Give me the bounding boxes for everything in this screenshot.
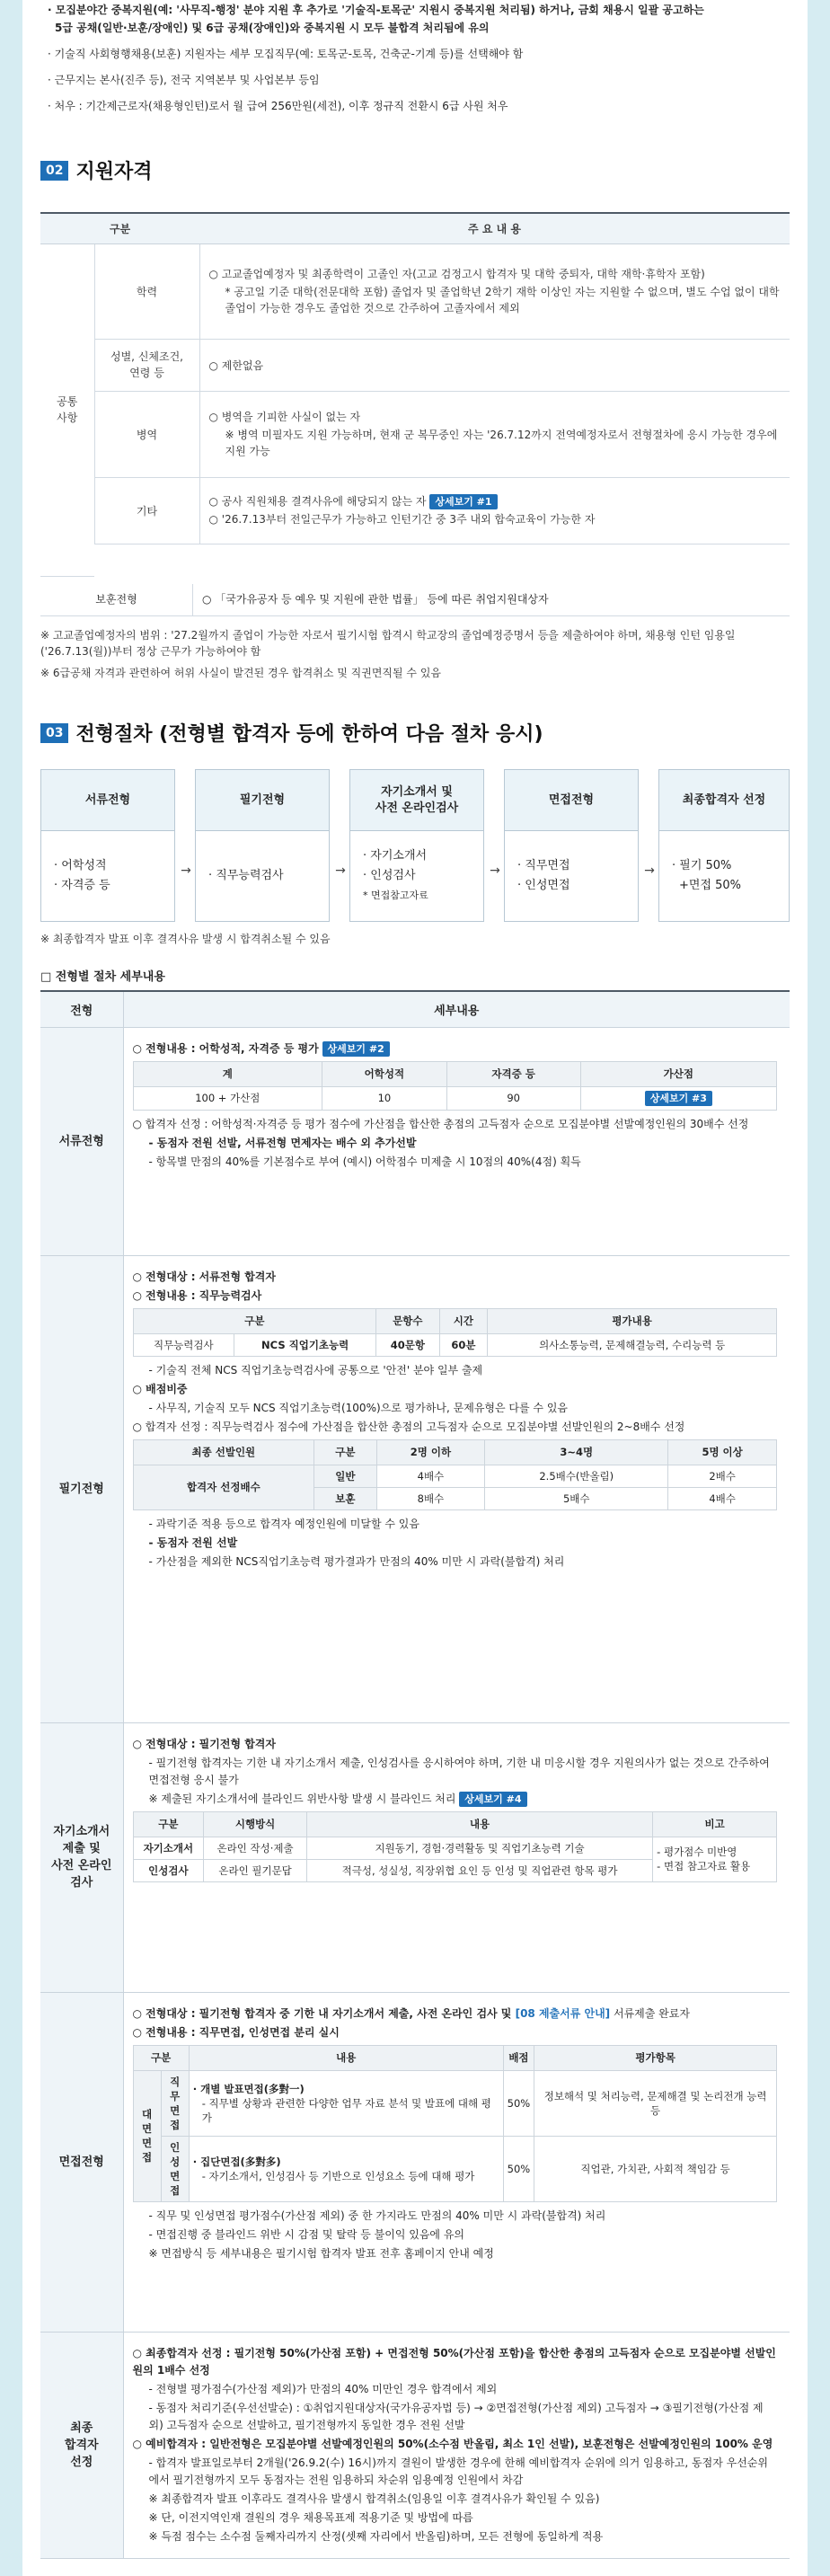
flow-step-final: 최종합격자 선정 · 필기 50% +면접 50% — [658, 769, 790, 922]
col-content: 주 요 내 용 — [199, 213, 790, 243]
process-detail-table — [40, 990, 790, 2559]
detail-badge-4[interactable]: 상세보기 #4 — [459, 1792, 526, 1807]
row-content-edu: ○ 고교졸업예정자 및 최종학력이 고졸인 자(고교 검정고시 합격자 및 대학 중퇴자, 대학 재학·휴학자 포함) * 공고일 기준 대학(전문대학 포함) 졸업자 및 졸업학년 2학기 재학 이상인 자는 지원할 수 없으며, 별도 수업 없이 대학 졸업이 가능한 경우도 졸업한 것으로 간주하여 고졸자에서 제외 — [199, 243, 790, 339]
section-number: 03 — [40, 723, 68, 743]
written-multiplier-table: 최종 선발인원 구분 2명 이하 3~4명 5명 이상 합격자 선정배수 일반 4배수 2.5배수(반올림) 2배수 보훈 8배수 5배수 4배수 — [133, 1439, 778, 1510]
col-gubun: 구분 — [40, 213, 199, 243]
top-note-3: · 기술직 사회형행채용(보훈) 지원자는 세부 모집직무(예: 토목군-토목, 건축군-기계 등)를 선택해야 함 — [48, 48, 524, 60]
row-veteran — [40, 582, 790, 616]
note-2: ※ 6급공채 자격과 관련하여 허위 사실이 발견된 경우 합격취소 및 직권면직될 수 있음 — [40, 667, 442, 679]
detail-badge-2[interactable]: 상세보기 #2 — [322, 1041, 390, 1057]
top-note-1: · 모집분야간 중복지원(예: '사무직-행정' 분야 지원 후 추가로 '기술직-토목군' 지원시 중복지원 처리됨) 하거나, 금회 채용시 일괄 공고하는 — [48, 4, 704, 16]
process-flow — [40, 769, 790, 922]
row-content-military: ○ 병역을 기피한 사실이 없는 자 ※ 병역 미필자도 지원 가능하며, 현재 군 복무중인 자는 '26.7.12까지 전역예정자로서 전형절차에 응시 가능한 경우에 지원 가능 — [199, 391, 790, 477]
detail-badge-1[interactable]: 상세보기 #1 — [429, 494, 497, 509]
qualification-table — [40, 212, 790, 577]
flow-arrow: → — [181, 863, 191, 878]
stage-essay: 자기소개서 제출 및 사전 온라인 검사 — [40, 1722, 123, 1992]
interview-table: 구분 내용 배점 평가항목 대면 면접 직무 면접 · 개별 발표면접(多對一) - 직무별 상황과 관련한 다양한 업무 자료 분석 및 발표에 대해 평가 50% 정보해석 및 처리능력, 문제해결 및 논리전개 능력 등 인성 면접 · 집단면접(多對多) - 자기소개서, 인성검사 등 기반으로 인성요소 등에 대해 평가 50% 직업관, 가치관, 사회적 책임감 등 — [133, 2045, 778, 2202]
essay-table: 구분 시행방식 내용 비고 자기소개서 온라인 작성·제출 지원동기, 경험·경력활동 및 직업기초능력 기술 - 평가점수 미반영 - 면접 참고자료 활용 인성검사 온라인 필기문답 적극성, 성실성, 직장위협 요인 등 인성 및 직업관련 항목 평가 — [133, 1811, 778, 1882]
page — [22, 0, 808, 2576]
section-title: 지원자격 — [75, 161, 153, 183]
detail-written: ○ 전형대상 : 서류전형 합격자 ○ 전형내용 : 직무능력검사 구분 문항수 시간 평가내용 직무능력검사 NCS 직업기초능력 40문항 60분 의사소통능력, 문제해결능력, 수리능력 등 - 기술직 전체 NCS 직업기초능력검사에 공통으로 '안전' 분야 일부 출제 ○ 배점비중 - 사무직, 기술직 모두 NCS 직업기초능력(100%)으로 평가하나, 문제유형은 다를 수 있음 ○ 합격자 선정 : 직무능력검사 점수에 가산점을 합산한 총점의 고득점자 순으로 모집분야별 선발인원의 2~8배수 선정 최종 선발인원 구분 2명 이하 3~4명 5명 이상 합격자 선정배수 일반 4배수 2.5배수(반올림) 2배수 보훈 8배수 5배수 4배수 - 과락기준 적용 등으로 합격자 예정인원에 미달할 수 있음 - 동점자 전원 선발 - 가산점을 제외한 NCS직업기초능력 평가결과가 만점의 40% 미만 시 과락(불합격) 처리 — [123, 1255, 790, 1722]
qualification-notes — [40, 627, 795, 686]
col-stage: 전형 — [40, 991, 123, 1027]
written-test-table: 구분 문항수 시간 평가내용 직무능력검사 NCS 직업기초능력 40문항 60분 의사소통능력, 문제해결능력, 수리능력 등 — [133, 1308, 778, 1357]
section-03-heading — [40, 719, 543, 747]
stage-written: 필기전형 — [40, 1255, 123, 1722]
row-label-etc: 기타 — [94, 477, 199, 544]
group-common: 공통사항 — [40, 243, 94, 576]
row-content-veteran: ○ 「국가유공자 등 예우 및 지원에 관한 법률」 등에 따른 취업지원대상자 — [202, 593, 549, 606]
stage-document: 서류전형 — [40, 1027, 123, 1255]
row-label-military: 병역 — [94, 391, 199, 477]
detail-document: ○ 전형내용 : 어학성적, 자격증 등 평가 상세보기 #2 계 어학성적 자격증 등 가산점 100 + 가산점 10 90 상세보기 #3 ○ 합격자 선정 : 어학성적·자격증 등 평가 점수에 가산점을 합산한 총점의 고득점자 순으로 모집분야별 선발예정인원의 30배수 선정 - 동점자 전원 선발, 서류전형 면제자는 배수 외 추가선발 - 항목별 만점의 40%를 기본점수로 부여 (예시) 어학점수 미제출 시 10점의 40%(4점) 획득 — [123, 1027, 790, 1255]
submit-docs-link[interactable]: [08 제출서류 안내] — [515, 2006, 611, 2020]
flow-arrow: → — [490, 863, 500, 878]
col-detail: 세부내용 — [123, 991, 790, 1027]
flow-step-essay: 자기소개서 및 사전 온라인검사 · 자기소개서 · 인성검사 * 면접참고자료 — [349, 769, 484, 922]
stage-interview: 면접전형 — [40, 1992, 123, 2332]
top-notes — [48, 2, 784, 124]
detail-interview: ○ 전형대상 : 필기전형 합격자 중 기한 내 자기소개서 제출, 사전 온라인 검사 및 [08 제출서류 안내] 서류제출 완료자 ○ 전형내용 : 직무면접, 인성면접 분리 실시 구분 내용 배점 평가항목 대면 면접 직무 면접 · 개별 발표면접(多對一) - 직무별 상황과 관련한 다양한 업무 자료 분석 및 발표에 대해 평가 50% 정보해석 및 처리능력, 문제해결 및 논리전개 능력 등 인성 면접 · 집단면접(多對多) - 자기소개서, 인성검사 등 기반으로 인성요소 등에 대해 평가 50% 직업관, 가치관, 사회적 책임감 등 - 직무 및 인성면접 평가점수(가산점 제외) 중 한 가지라도 만점의 40% 미만 시 과락(불합격) 처리 - 면접진행 중 블라인드 위반 시 감점 및 탈락 등 불이익 있음에 유의 ※ 면접방식 등 세부내용은 필기시험 합격자 발표 전후 홈페이지 안내 예정 — [123, 1992, 790, 2332]
detail-final: ○ 최종합격자 선정 : 필기전형 50%(가산점 포함) + 면접전형 50%(가산점 포함)을 합산한 총점의 고득점자 순으로 모집분야별 선발인원의 1배수 선정 - 전형별 평가점수(가산점 제외)가 만점의 40% 미만인 경우 합격에서 제외 - 동점자 처리기준(우선선발순) : ①취업지원대상자(국가유공자법 등) → ②면접전형(가산점 제외) 고득점자 → ③필기전형(가산점 제외) 고득점자 순으로 선발하고, 필기전형까지 동일한 경우 전원 선발 ○ 예비합격자 : 일반전형은 모집분야별 선발예정인원의 50%(소수점 반올림, 최소 1인 선발), 보훈전형은 선발예정인원의 100% 운영 - 합격자 발표일로부터 2개월('26.9.2(수) 16시)까지 결원이 발생한 경우에 한해 예비합격자 순위에 의거 임용하고, 동점자 우선순위에서 필기전형까지 모두 동점자는 전원 임용하되 차순위 임용예정 인원에서 차감 ※ 최종합격자 발표 이후라도 결격사유 발생시 합격취소(임용일 이후 결격사유가 확인될 수 있음) ※ 단, 이전지역인재 결원의 경우 채용목표제 적용기준 및 방법에 따름 ※ 득점 점수는 소수점 둘째자리까지 산정(셋째 자리에서 반올림)하며, 모든 전형에 동일하게 적용 — [123, 2332, 790, 2558]
flow-step-interview: 면접전형 · 직무면접 · 인성면접 — [504, 769, 639, 922]
detail-badge-3[interactable]: 상세보기 #3 — [645, 1091, 712, 1106]
stage-final: 최종 합격자 선정 — [40, 2332, 123, 2558]
flow-arrow: → — [644, 863, 655, 878]
top-note-5: · 처우 : 기간제근로자(채용형인턴)로서 월 급여 256만원(세전), 이후 정규직 전환시 6급 사원 처우 — [48, 100, 508, 112]
section-02-heading — [40, 156, 153, 184]
flow-step-document: 서류전형 · 어학성적 · 자격증 등 — [40, 769, 175, 922]
row-content-etc: ○ 공사 직원채용 결격사유에 해당되지 않는 자 상세보기 #1 ○ '26.7.13부터 전일근무가 가능하고 인턴기간 중 3주 내외 합숙교육이 가능한 자 — [199, 477, 790, 544]
row-label-veteran: 보훈전형 — [40, 582, 193, 615]
top-note-2: 5급 공채(일반·보훈/장애인) 및 6급 공채(장애인)와 중복지원 시 모두 불합격 처리됨에 유의 — [55, 22, 490, 34]
note-1: ※ 고교졸업예정자의 범위 : '27.2월까지 졸업이 가능한 자로서 필기시험 합격시 학교장의 졸업예정증명서 등을 제출하여야 하며, 채용형 인턴 임용일('26.7.13(월))부터 정상 근무가 가능하여야 함 — [40, 629, 736, 658]
flow-arrow: → — [335, 863, 346, 878]
top-note-4: · 근무지는 본사(진주 등), 전국 지역본부 및 사업본부 등임 — [48, 74, 320, 86]
detail-essay: ○ 전형대상 : 필기전형 합격자 - 필기전형 합격자는 기한 내 자기소개서 제출, 인성검사를 응시하여야 하며, 기한 내 미응시할 경우 지원의사가 없는 것으로 간주하여 면접전형 응시 불가 ※ 제출된 자기소개서에 블라인드 위반사항 발생 시 블라인드 처리 상세보기 #4 구분 시행방식 내용 비고 자기소개서 온라인 작성·제출 지원동기, 경험·경력활동 및 직업기초능력 기술 - 평가점수 미반영 - 면접 참고자료 활용 인성검사 온라인 필기문답 적극성, 성실성, 직장위협 요인 등 인성 및 직업관련 항목 평가 — [123, 1722, 790, 1992]
row-content-sex: ○ 제한없음 — [199, 339, 790, 391]
document-score-table: 계 어학성적 자격증 등 가산점 100 + 가산점 10 90 상세보기 #3 — [133, 1061, 778, 1111]
row-label-sex: 성별, 신체조건, 연령 등 — [94, 339, 199, 391]
section-title: 전형절차 (전형별 합격자 등에 한하여 다음 절차 응시) — [75, 723, 543, 746]
flow-note: ※ 최종합격자 발표 이후 결격사유 발생 시 합격취소될 수 있음 — [40, 933, 331, 945]
detail-subtitle: □ 전형별 절차 세부내용 — [40, 970, 165, 984]
flow-step-written: 필기전형 · 직무능력검사 — [195, 769, 330, 922]
row-label-edu: 학력 — [94, 243, 199, 339]
section-number: 02 — [40, 161, 68, 181]
